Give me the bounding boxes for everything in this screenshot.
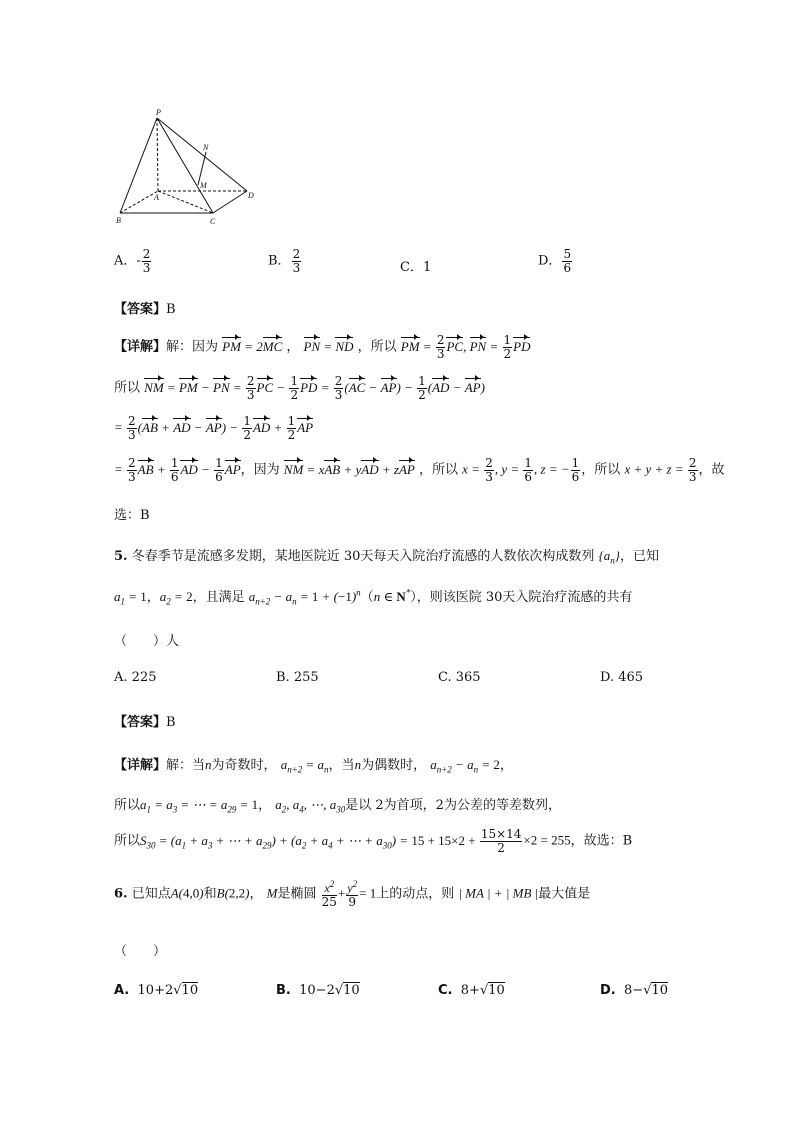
q5-stem-line2: $a_1 = 1$，$a_2 = 2$，且满足 $a_{n+2} - a_n = 1 + (-1)^n(n$ ∈ N*），则该医院 30天入院治疗流感的共有 [114,587,633,607]
q4-option-a: A．- $\frac{2}{3}$ [114,247,151,275]
label-n: N [203,143,209,152]
q4-answer: 【答案】B [114,302,176,317]
q6-option-d: D. 8−√10 [600,983,669,998]
label-d: D [248,191,254,200]
q4-detail-line1: 【详解】解：因为 PM = 2MC ， PN = ND ，所以 PM = $\frac{2}{3}$ PC, PN = $\frac{1}{2}$ PD [114,333,531,361]
q4-option-b: B． $\frac{2}{3}$ [268,247,301,275]
label-a: A [154,193,159,202]
q6-option-b: B. 10−2√10 [276,983,360,998]
q5-detail-line2: 所以$a_1 = a_3$ = ⋯ = $a_{29} = 1$， $a_2$, $a_4$, ⋯, $a_{30}$是以 2为首项，2为公差的等差数列， [114,797,561,815]
q6-option-a: A. 10+2√10 [114,983,199,998]
q5-option-d: D. 465 [600,670,644,685]
q4-detail-line4: = $\frac{2}{3}$ AB + $\frac{1}{6}$ AD − $\frac{1}{6}$ AP，因为 NM = xAB + yAD + zAP ，所以 x = $\frac{2}{3}$ , y = $\frac{1}{6}$ , z = − $\frac{1}{6}$ ，所以 x + y + z = $\frac{2}{3}$ ，故 [114,456,725,484]
q4-option-c: C．1 [400,260,432,275]
q4-detail-line2: 所以 NM = PM − PN = $\frac{2}{3}$ PC − $\frac{1}{2}$ PD = $\frac{2}{3}$ (AC − AP) − $\frac{1}{2}$ (AD − AP) [114,374,485,402]
q6-option-c: C. 8+√10 [438,983,505,998]
q4-detail-line5: 选：B [114,508,150,523]
q5-stem-line3: （ ）人 [114,634,180,649]
q5-option-a: A. 225 [114,670,157,685]
q6-stem-line1: 6. 已知点A(4,0)和B(2,2)， M是椭圆 $\frac{x^2}{25}$ + $\frac{y^2}{9}$ = 1上的动点，则 | MA | + | MB |最大值是 [114,879,591,909]
q5-option-b: B. 255 [276,670,319,685]
q5-answer: 【答案】B [114,715,176,730]
q5-stem-line1: 5. 冬春季节是流感多发期，某地医院近 30天每天入院治疗流感的人数依次构成数列 $\{a_n\}$，已知 [114,548,659,566]
q5-detail-line1: 【详解】解：当n为奇数时， $a_{n+2} = a_n$，当n为偶数时， $a_{n+2} - a_n = 2$， [114,757,513,775]
pyramid-figure [110,105,270,230]
q6-stem-line2: （ ） [114,944,167,959]
q5-detail-line3: 所以$S_{30} = (a_1 + a_3$ + ⋯ + $a_{29}) + (a_2 + a_4$ + ⋯ + $a_{30}) = 15 + 15\times 2$ + $\frac{15\times 14}{2}$ ×2 = 255，故选：B [114,827,633,855]
label-c: C [210,217,216,226]
q4-option-d: D． $\frac{5}{6}$ [538,247,572,275]
q5-option-c: C. 365 [438,670,481,685]
label-b: B [116,216,121,225]
label-m: M [200,181,207,190]
q4-detail-line3: = $\frac{2}{3}$ (AB + AD − AP) − $\frac{1}{2}$ AD + $\frac{1}{2}$ AP [114,414,314,442]
label-p: P [156,108,161,117]
